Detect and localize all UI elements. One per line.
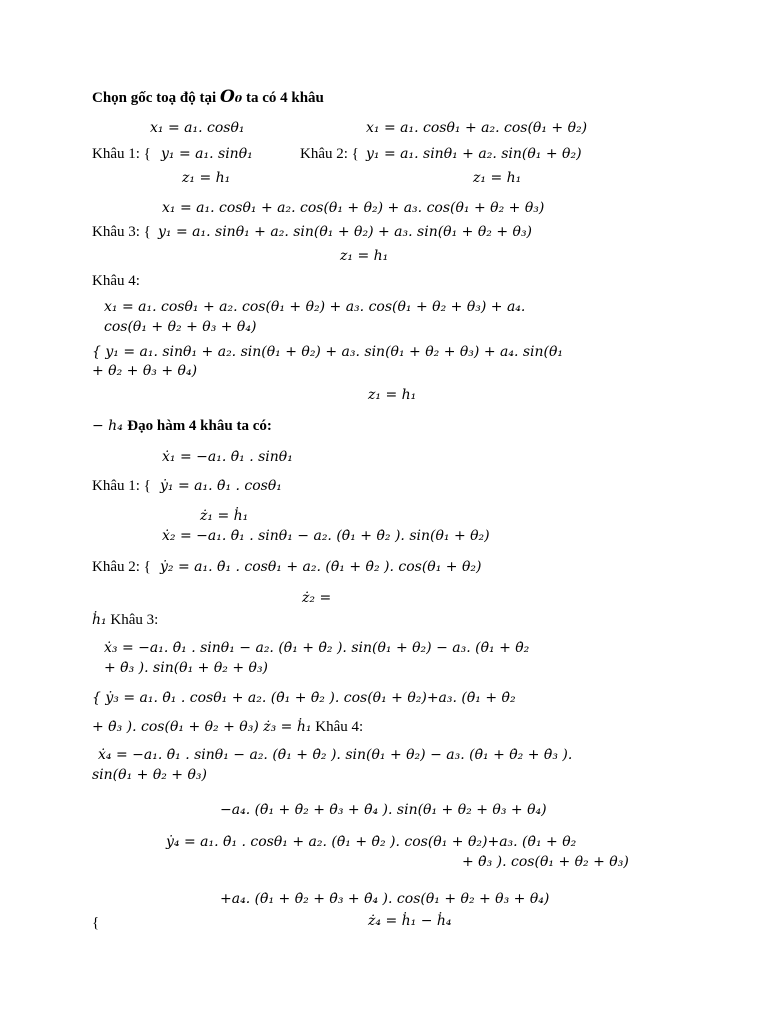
d4-y-eq-line3: +a₄. (θ̇₁ + θ̇₂ + θ̇₃ + θ̇₄ ). cos(θ₁ + θ₂ + θ₃ + θ₄) [220,891,550,907]
k1-z-eq: z₁ = h₁ [182,170,231,186]
d4-x-eq-line3: −a₄. (θ̇₁ + θ̇₂ + θ̇₃ + θ̇₄ ). sin(θ₁ + θ₂ + θ₃ + θ₄) [220,802,547,818]
d2-z-eq: ż₂ = [302,590,332,606]
d1-z-eq: ż₁ = ḣ₁ [200,508,249,524]
k2-z-eq: z₁ = h₁ [473,170,522,186]
k1-x-eq: x₁ = a₁. cosθ₁ [150,120,245,136]
k3-x-eq: x₁ = a₁. cosθ₁ + a₂. cos(θ₁ + θ₂) + a₃. cos(θ₁ + θ₂ + θ₃) [162,200,545,216]
k4-z-eq: z₁ = h₁ [368,387,417,403]
k2-label: Khâu 2: { [300,146,359,162]
k4-y-eq-line1: { y₁ = a₁. sinθ₁ + a₂. sin(θ₁ + θ₂) + a₃. sin(θ₁ + θ₂ + θ₃) + a₄. sin(θ₁ [92,344,564,360]
heading: Chọn gốc toạ độ tại O₀ ta có 4 khâu [92,87,324,107]
d3-x-eq-line1: ẋ₃ = −a₁. θ̇₁ . sinθ₁ − a₂. (θ̇₁ + θ̇₂ ). sin(θ₁ + θ₂) − a₃. (θ̇₁ + θ̇₂ [104,640,530,656]
origin-symbol: O₀ [219,87,243,107]
d1-label: Khâu 1: { [92,478,151,494]
derivative-heading: − h₄ Đạo hàm 4 khâu ta có: [92,418,272,434]
k1-y-eq: y₁ = a₁. sinθ₁ [161,146,253,162]
k4-label: Khâu 4: [92,273,140,289]
d3-y-eq-line2: + θ̇₃ ). cos(θ₁ + θ₂ + θ₃) ż₃ = ḣ₁ Khâu 4: [92,719,364,735]
k4-y-eq-line2: + θ₂ + θ₃ + θ₄) [92,363,198,379]
d4-y-eq-line2: + θ̇₃ ). cos(θ₁ + θ₂ + θ₃) [462,854,629,870]
k3-y-eq: y₁ = a₁. sinθ₁ + a₂. sin(θ₁ + θ₂) + a₃. sin(θ₁ + θ₂ + θ₃) [158,224,533,240]
k2-x-eq: x₁ = a₁. cosθ₁ + a₂. cos(θ₁ + θ₂) [366,120,588,136]
k1-label: Khâu 1: { [92,146,151,162]
d3-y-eq-line1: { ẏ₃ = a₁. θ̇₁ . cosθ₁ + a₂. (θ̇₁ + θ̇₂ ). cos(θ₁ + θ₂)+a₃. (θ̇₁ + θ̇₂ [92,690,516,706]
d1-y-eq: ẏ₁ = a₁. θ̇₁ . cosθ₁ [160,478,282,494]
k4-x-eq-line1: x₁ = a₁. cosθ₁ + a₂. cos(θ₁ + θ₂) + a₃. cos(θ₁ + θ₂ + θ₃) + a₄. [104,299,526,315]
d3-label-line: ḣ₁ Khâu 3: [92,612,159,628]
d4-x-eq-line2: sin(θ₁ + θ₂ + θ₃) [92,767,207,783]
d4-brace: { [92,915,100,931]
d4-x-eq-line1: ẋ₄ = −a₁. θ̇₁ . sinθ₁ − a₂. (θ̇₁ + θ̇₂ ). sin(θ₁ + θ₂) − a₃. (θ̇₁ + θ̇₂ + θ̇₃ ). [98,747,573,763]
k3-z-eq: z₁ = h₁ [340,248,389,264]
d4-z-eq: ż₄ = ḣ₁ − ḣ₄ [368,913,452,929]
d2-label: Khâu 2: { [92,559,151,575]
d2-x-eq: ẋ₂ = −a₁. θ̇₁ . sinθ₁ − a₂. (θ̇₁ + θ̇₂ ). sin(θ₁ + θ₂) [162,528,490,544]
d4-y-eq-line1: ẏ₄ = a₁. θ̇₁ . cosθ₁ + a₂. (θ̇₁ + θ̇₂ ). cos(θ₁ + θ₂)+a₃. (θ̇₁ + θ₂ [166,834,577,850]
k2-y-eq: y₁ = a₁. sinθ₁ + a₂. sin(θ₁ + θ₂) [366,146,582,162]
k3-label: Khâu 3: { [92,224,151,240]
d3-x-eq-line2: + θ̇₃ ). sin(θ₁ + θ₂ + θ₃) [104,660,269,676]
k4-x-eq-line2: cos(θ₁ + θ₂ + θ₃ + θ₄) [104,319,257,335]
d1-x-eq: ẋ₁ = −a₁. θ̇₁ . sinθ₁ [162,449,293,465]
d2-y-eq: ẏ₂ = a₁. θ̇₁ . cosθ₁ + a₂. (θ̇₁ + θ̇₂ ). cos(θ₁ + θ₂) [160,559,482,575]
